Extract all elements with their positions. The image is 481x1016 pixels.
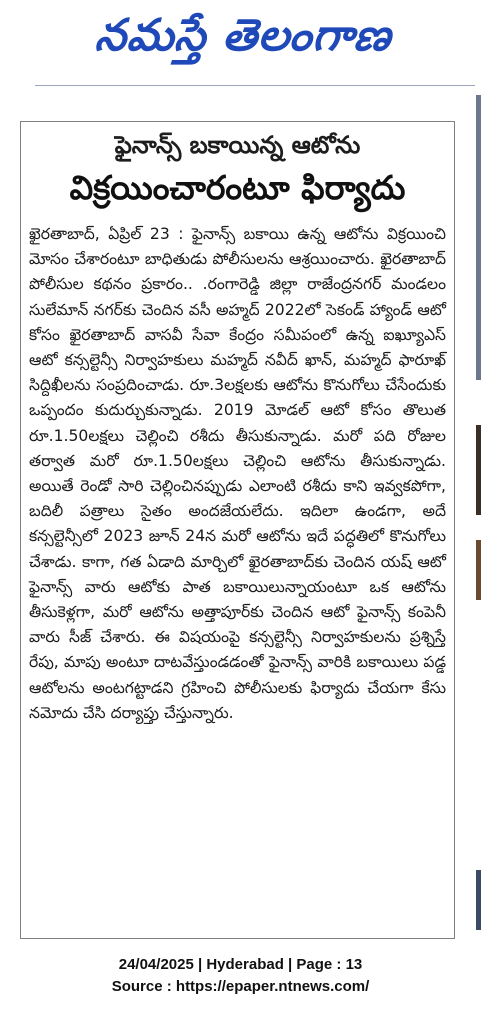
source-link: Source : https://epaper.ntnews.com/ (111, 978, 370, 995)
article-headline-line2: విక్రయించారంటూ ఫిర్యాదు (69, 168, 406, 207)
adjacent-page-edge (476, 870, 481, 930)
masthead-divider (35, 85, 475, 86)
adjacent-page-edge (476, 95, 481, 380)
article-body: ఖైరతాబాద్, ఏప్రిల్ 23 : ఫైనాన్స్ బకాయి ఉన్న ఆటోను విక్రయించి మోసం చేశారంటూ బాధితుడు పోలీసులను ఆశ్రయించారు. ఖైరతాబాద్ పోలీసుల కథనం ప్రకారం.. .రంగారెడ్డి జిల్లా రాజేంద్రనగర్ మండలం సులేమాన్ నగర్‌కు చెందిన వసీ అహ్మద్ 2022లో సెకండ్ హ్యాండ్ ఆటో కోసం ఖైరతాబాద్ వాసవీ సేవా కేంద్రం సమీపంలో ఉన్న ఐఖ్యూఎస్ ఆటో కన్సల్టెన్సీ నిర్వాహకులు మహ్మద్ నవీద్ ఖాన్, మహ్మద్ ఫారూఖ్ సిద్దిఖీలను సంప్రదించాడు. రూ.3లక్షలకు ఆటోను కొనుగోలు చేసేందుకు ఒప్పందం కుదుర్చుకున్నాడు. 2019 మోడల్ ఆటో కోసం తొలుత రూ.1.50లక్షలు చెల్లించి రశీదు తీసుకున్నాడు. మరో పది రోజుల తర్వాత మరో రూ.1.50లక్షలు చెల్లించి ఆటోను తీసుకున్నాడు. అయితే రెండో సారి చెల్లించినప్పుడు ఎలాంటి రశీదు కాని ఇవ్వకపోగా, బదిలీ పత్రాలు సైతం అందజేయలేదు. ఇదిలా ఉండగా, అదే కన్సల్టెన్సీలో 2023 జూన్ 24న మరో ఆటోను ఇదే పద్ధతిలో కొనుగోలు చేశాడు. కాగా, గత ఏడాది మార్చిలో ఖైరతాబాద్‌కు చెందిన యష్ ఆటో ఫైనాన్స్ వారు ఆటోకు పాత బకాయిలున్నాయంటూ ఒక ఆటోను తీసుకెళ్లగా, మరో ఆటోను అత్తాపూర్‌కు చెందిన ఆటో ఫైనాన్స్ కంపెనీ వారు సీజ్ చేశారు. ఈ విషయంపై కన్సల్టెన్సీ నిర్వాహకులను ప్రశ్నిస్తే రేపు, మాపు అంటూ దాటవేస్తుండడంతో ఫైనాన్స్ వారికి బకాయిలు పడ్డ ఆటోలను అంటగట్టాడని గ్రహించి పోలీసులకు ఫిర్యాదు చేయగా కేసు నమోదు చేసి దర్యాప్తు చేస్తున్నారు. (29, 225, 446, 722)
adjacent-page-edge (476, 540, 481, 600)
article-headline-line1: ఫైనాన్స్ బకాయిన్న ఆటోను (114, 131, 361, 159)
edition-info: 24/04/2025 | Hyderabad | Page : 13 (118, 956, 363, 973)
adjacent-page-edge (476, 425, 481, 515)
article-clipping (20, 121, 455, 939)
newspaper-masthead: నమస్తే తెలంగాణ (93, 10, 394, 61)
